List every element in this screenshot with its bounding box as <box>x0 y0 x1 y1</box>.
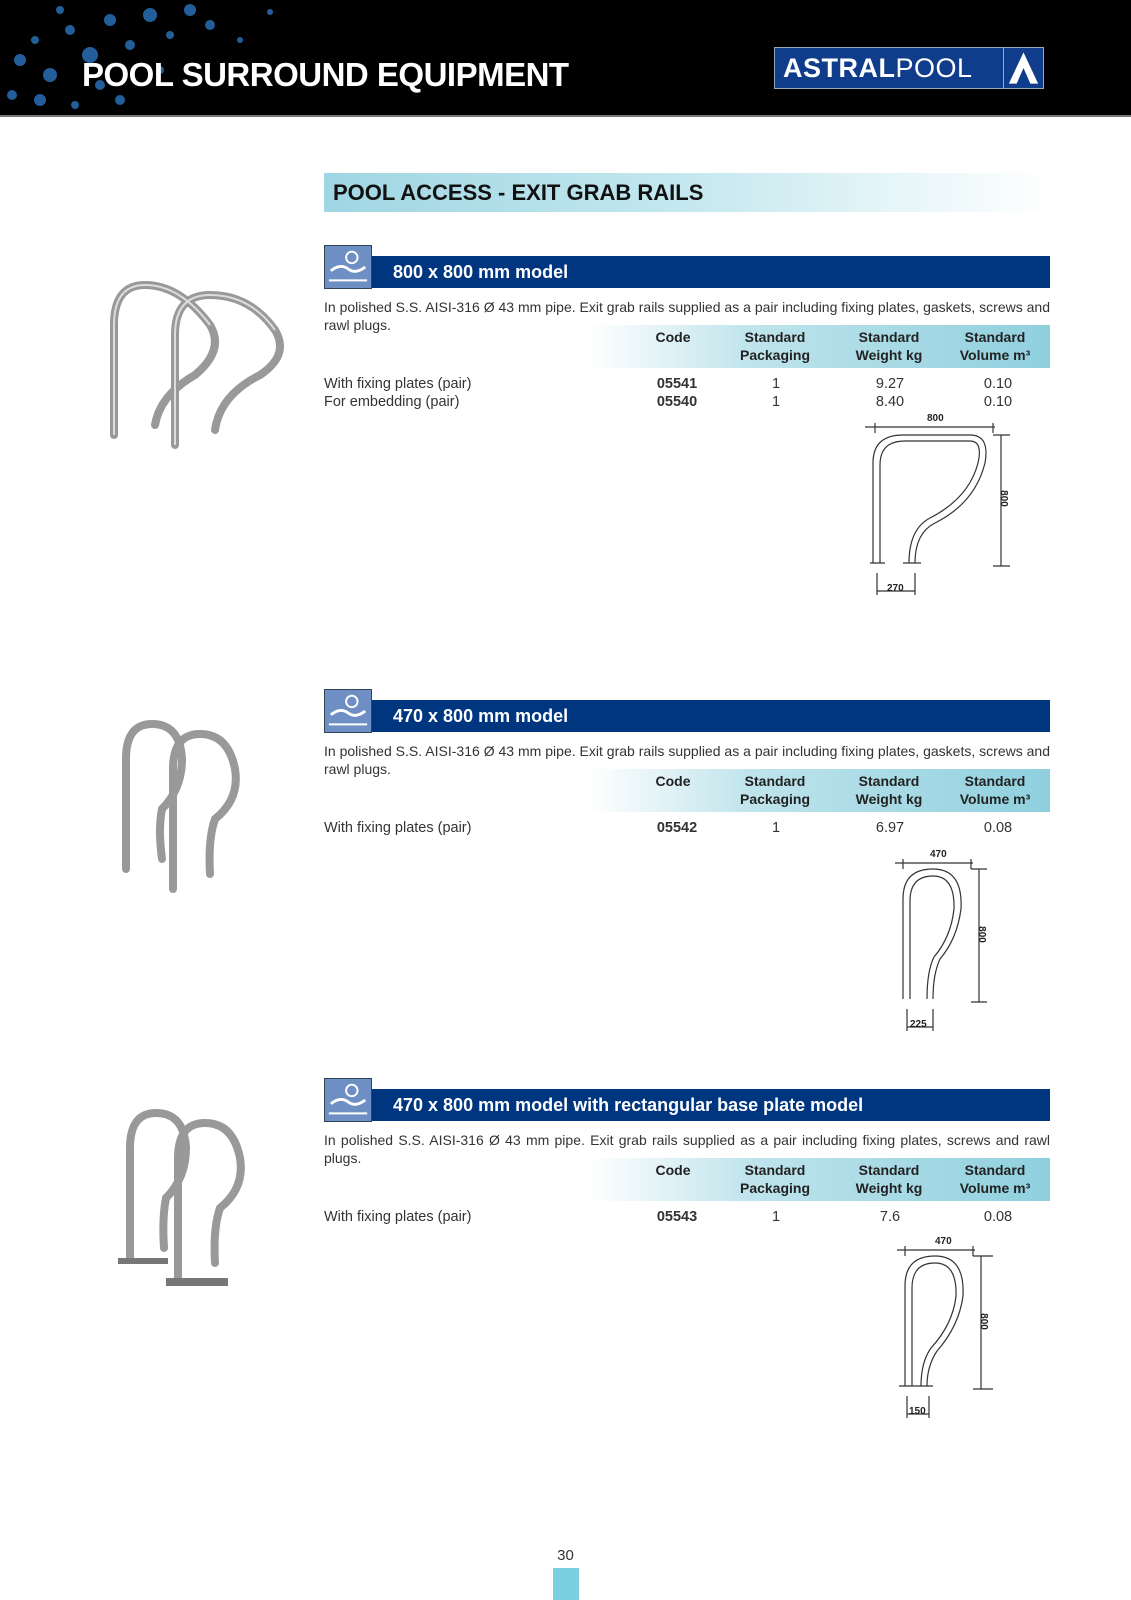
row-volume: 0.08 <box>983 1209 1013 1225</box>
th-line: Standard <box>744 329 806 345</box>
astralpool-logo <box>774 47 1044 89</box>
th-weight <box>834 328 944 364</box>
row-packaging: 1 <box>771 376 781 392</box>
row-name: With fixing plates (pair) <box>324 820 472 836</box>
row-code: 05540 <box>656 394 698 410</box>
row-volume: 0.10 <box>983 394 1013 410</box>
dim-width: 800 <box>927 413 944 424</box>
th-volume <box>940 328 1050 364</box>
th-line: Standard <box>858 329 920 345</box>
th-code: Code <box>655 1162 691 1178</box>
row-packaging: 1 <box>771 820 781 836</box>
th-line: Standard <box>858 1162 920 1178</box>
table-header <box>590 769 1050 812</box>
dimension-drawing <box>895 849 1015 1039</box>
th-code: Code <box>655 329 691 345</box>
row-code: 05543 <box>656 1209 698 1225</box>
model-title: 470 x 800 mm model with rectangular base plate model <box>372 1089 1050 1121</box>
table-row <box>324 376 1050 394</box>
dim-width: 470 <box>930 849 947 860</box>
row-weight: 8.40 <box>875 394 905 410</box>
th-line: Weight kg <box>855 347 923 363</box>
row-name: With fixing plates (pair) <box>324 376 472 392</box>
th-weight <box>834 1161 944 1197</box>
table-row <box>324 820 1050 838</box>
th-line: Standard <box>744 1162 806 1178</box>
row-volume: 0.08 <box>983 820 1013 836</box>
th-line: Weight kg <box>855 791 923 807</box>
logo-light: POOL <box>895 52 973 83</box>
pool-access-icon <box>324 1078 372 1122</box>
th-line: Standard <box>964 773 1026 789</box>
th-volume <box>940 772 1050 808</box>
th-line: Standard <box>964 329 1026 345</box>
dim-base: 270 <box>887 583 904 594</box>
grab-rail-photo <box>100 265 300 455</box>
dimension-drawing <box>897 1236 1017 1426</box>
th-line: Packaging <box>739 347 811 363</box>
pool-access-icon <box>324 689 372 733</box>
section-title: POOL ACCESS - EXIT GRAB RAILS <box>324 173 1050 212</box>
th-line: Packaging <box>739 791 811 807</box>
page-title: POOL SURROUND EQUIPMENT <box>82 56 569 93</box>
th-line: Packaging <box>739 1180 811 1196</box>
page-tab-marker <box>553 1568 579 1600</box>
page-number: 30 <box>557 1547 574 1564</box>
row-weight: 7.6 <box>879 1209 901 1225</box>
th-code: Code <box>655 773 691 789</box>
dim-height: 800 <box>975 926 987 943</box>
model-description: In polished S.S. AISI-316 Ø 43 mm pipe. Exit grab rails supplied as a pair including fixing plates, screws and rawl plugs. <box>324 1132 1050 1166</box>
th-packaging <box>720 772 830 808</box>
row-weight: 9.27 <box>875 376 905 392</box>
th-line: Standard <box>744 773 806 789</box>
row-volume: 0.10 <box>983 376 1013 392</box>
page-header <box>0 0 1131 117</box>
dimension-drawing <box>865 413 1025 603</box>
th-weight <box>834 772 944 808</box>
logo-bold: ASTRAL <box>783 52 896 83</box>
dim-base: 225 <box>910 1019 927 1030</box>
dim-base: 150 <box>909 1406 926 1417</box>
row-weight: 6.97 <box>875 820 905 836</box>
grab-rail-photo <box>100 1098 260 1298</box>
row-code: 05541 <box>656 376 698 392</box>
dim-width: 470 <box>935 1236 952 1247</box>
model-title: 800 x 800 mm model <box>372 256 1050 288</box>
logo-triangle-icon <box>1003 48 1043 88</box>
th-line: Weight kg <box>855 1180 923 1196</box>
grab-rail-photo <box>100 709 260 899</box>
pool-access-icon <box>324 245 372 289</box>
row-name: For embedding (pair) <box>324 394 460 410</box>
th-line: Standard <box>858 773 920 789</box>
row-code: 05542 <box>656 820 698 836</box>
th-packaging <box>720 328 830 364</box>
table-row <box>324 394 1050 412</box>
table-header <box>590 325 1050 368</box>
row-name: With fixing plates (pair) <box>324 1209 472 1225</box>
model-description: In polished S.S. AISI-316 Ø 43 mm pipe. Exit grab rails supplied as a pair including fixing plates, gaskets, screws and rawl plugs. <box>324 743 1050 777</box>
th-packaging <box>720 1161 830 1197</box>
dim-height: 800 <box>997 490 1009 507</box>
row-packaging: 1 <box>771 1209 781 1225</box>
row-packaging: 1 <box>771 394 781 410</box>
table-header <box>590 1158 1050 1201</box>
th-volume <box>940 1161 1050 1197</box>
model-description: In polished S.S. AISI-316 Ø 43 mm pipe. Exit grab rails supplied as a pair including fixing plates, gaskets, screws and rawl plugs. <box>324 299 1050 333</box>
dim-height: 800 <box>977 1313 989 1330</box>
th-line: Volume m³ <box>959 791 1031 807</box>
model-title: 470 x 800 mm model <box>372 700 1050 732</box>
th-line: Standard <box>964 1162 1026 1178</box>
table-row <box>324 1209 1050 1227</box>
th-line: Volume m³ <box>959 347 1031 363</box>
th-line: Volume m³ <box>959 1180 1031 1196</box>
